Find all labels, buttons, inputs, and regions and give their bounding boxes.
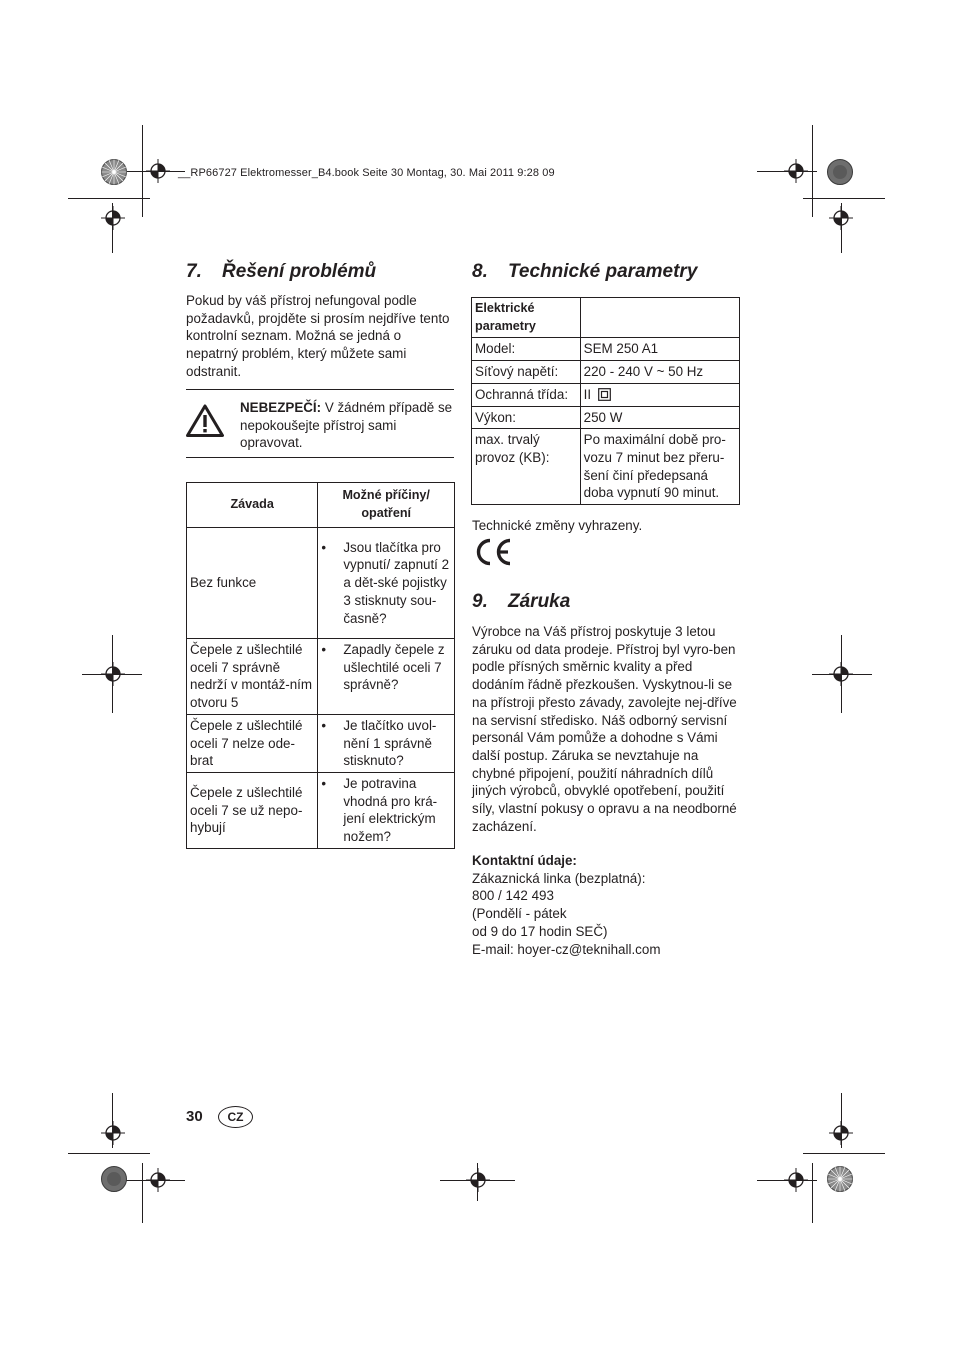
column-header-cause: Možné příčiny/ opatření	[318, 483, 455, 528]
crosshair-icon	[829, 1121, 853, 1145]
table-row	[472, 406, 740, 429]
color-rosette-icon	[827, 1166, 853, 1192]
table-row	[187, 714, 455, 772]
crosshair-icon	[466, 1168, 490, 1192]
cause-cell	[318, 714, 455, 772]
crosshair-icon	[101, 1121, 125, 1145]
param-value: 220 - 240 V ~ 50 Hz	[580, 361, 739, 384]
divider	[186, 457, 454, 458]
bullet-icon: •	[321, 717, 327, 733]
parameters-header: Elektrické parametry	[472, 298, 581, 338]
table-header-row	[187, 483, 455, 528]
cause-text: Jsou tlačítka pro vypnutí/ zapnutí 2 a dět-ské pojistky 3 stisknuty sou-časně?	[343, 539, 450, 626]
crosshair-icon	[101, 206, 125, 230]
section-number: 7.	[186, 261, 202, 282]
color-rosette-icon	[827, 159, 853, 185]
param-label: Síťový napětí:	[472, 361, 581, 384]
cause-cell	[318, 639, 455, 715]
warranty-text: Výrobce na Váš přístroj poskytuje 3 letou záruku od data prodeje. Přístroj byl vyro-ben podle přísných směrnic kvality a před dodáním řádně přezkoušen. Vyskytnou-li se na přístroji přesto závady, zavolejte nej-dříve na servisní středisko. Náš odborný servisní personál Vám pomůže a dohodne s Vámi další postup. Záruka se nevztahuje na chybné připojení, použití náhradních dílů jiných výrobců, obvyklé opotřebení, použití síly, vlastní pokusy o opravu a na neodborné zacházení.	[472, 624, 737, 834]
section-number: 9.	[472, 591, 488, 612]
section-title: Technické parametry	[508, 261, 698, 282]
protection-class-ii-icon	[598, 388, 611, 401]
param-value: SEM 250 A1	[580, 338, 739, 361]
table-row	[472, 429, 740, 505]
contact-line: (Pondělí - pátek	[472, 906, 567, 922]
color-rosette-icon	[101, 1166, 127, 1192]
section-9-heading	[472, 591, 570, 613]
param-value: II	[583, 386, 592, 402]
crosshair-icon	[101, 662, 125, 686]
table-row	[187, 528, 455, 639]
warning-triangle-icon	[186, 404, 224, 437]
troubleshooting-table	[186, 482, 455, 849]
crosshair-icon	[784, 159, 808, 183]
color-rosette-icon	[101, 159, 127, 185]
contact-line: 800 / 142 493	[472, 888, 554, 904]
crosshair-icon	[784, 1168, 808, 1192]
ce-mark-icon	[472, 537, 514, 567]
file-header-line: __RP66727 Elektromesser_B4.book Seite 30 Montag, 30. Mai 2011 9:28 09	[178, 167, 555, 179]
technical-changes-note: Technické změny vyhrazeny.	[472, 518, 643, 533]
table-row	[472, 383, 740, 406]
danger-label: NEBEZPEČÍ:	[240, 400, 322, 415]
table-row	[187, 772, 455, 848]
crosshair-icon	[146, 1168, 170, 1192]
param-label: Výkon:	[472, 406, 581, 429]
fault-cell: Bez funkce	[187, 528, 318, 639]
section-title: Řešení problémů	[222, 261, 377, 282]
country-code-badge: CZ	[218, 1106, 253, 1128]
cause-text: Je tlačítko uvol-nění 1 správně stisknuto?	[343, 717, 437, 769]
param-value: 250 W	[580, 406, 739, 429]
empty-cell	[580, 298, 739, 338]
cause-cell	[318, 528, 455, 639]
column-header-fault: Závada	[187, 483, 318, 528]
fault-cell: Čepele z ušlechtilé oceli 7 správně nedrží v montáž-ním otvoru 5	[187, 639, 318, 715]
bullet-icon: •	[321, 642, 327, 657]
contact-line: Zákaznická linka (bezplatná):	[472, 870, 646, 886]
contact-line: od 9 do 17 hodin SEČ)	[472, 923, 608, 939]
divider	[186, 389, 454, 390]
fault-cell: Čepele z ušlechtilé oceli 7 nelze ode-brat	[187, 714, 318, 772]
param-label: Model:	[472, 338, 581, 361]
section-number: 8.	[472, 261, 488, 282]
cause-text: Zapadly čepele z ušlechtilé oceli 7 správně?	[343, 642, 445, 693]
bullet-icon: •	[321, 539, 327, 555]
section-8-heading	[472, 261, 697, 283]
table-row	[472, 361, 740, 384]
danger-warning	[240, 399, 456, 452]
fault-cell: Čepele z ušlechtilé oceli 7 se už nepo-hybují	[187, 772, 318, 848]
section-7-heading	[186, 261, 376, 283]
table-row	[472, 338, 740, 361]
cause-text: Je potravina vhodná pro krá-jení elektrickým nožem?	[343, 776, 438, 845]
crosshair-icon	[829, 206, 853, 230]
technical-parameters-table	[471, 297, 740, 505]
contact-email: E-mail: hoyer-cz@teknihall.com	[472, 941, 661, 957]
section-7-intro: Pokud by váš přístroj nefungoval podle požadavků, projděte si prosím nejdříve tento kontrolní seznam. Možná se jedná o nepatrný problém, který můžete sami odstranit.	[186, 293, 450, 379]
param-value-cell	[580, 383, 739, 406]
section-title: Záruka	[508, 591, 571, 612]
cause-cell	[318, 772, 455, 848]
crosshair-icon	[829, 662, 853, 686]
param-value: Po maximální době pro-vozu 7 minut bez přeru-šení činí předepsaná doba vypnutí 90 minut.	[580, 429, 739, 505]
crosshair-icon	[146, 159, 170, 183]
danger-text: V žádném případě se nepokoušejte přístroj sami opravovat.	[240, 400, 453, 451]
table-row	[187, 639, 455, 715]
page-number: 30	[186, 1108, 203, 1125]
contact-block	[472, 852, 742, 958]
param-label: max. trvalý provoz (KB):	[472, 429, 581, 505]
contact-title: Kontaktní údaje:	[472, 853, 577, 868]
table-header-row	[472, 298, 740, 338]
bullet-icon: •	[321, 776, 327, 792]
param-label: Ochranná třída:	[472, 383, 581, 406]
